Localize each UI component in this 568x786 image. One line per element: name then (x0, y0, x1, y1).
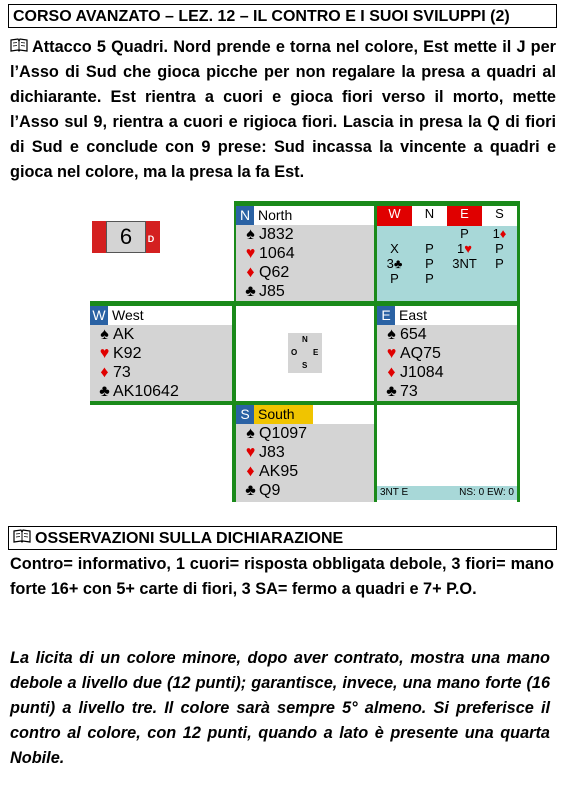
auction-call (447, 271, 482, 286)
south-diamonds: AK95 (259, 463, 299, 480)
section-title: OSSERVAZIONI SULLA DICHIARAZIONE (35, 530, 344, 547)
north-label: North (258, 207, 293, 223)
spade-icon: ♠ (387, 326, 396, 343)
diamond-icon: ♦ (387, 364, 396, 381)
bidding-notes: Contro= informativo, 1 cuori= risposta obbligata debole, 3 fiori= mano forte 16+ con 5+ carte di fiori, 3 SA= fermo a quadri e 7+ P.O. (10, 555, 554, 598)
club-icon: ♣ (245, 482, 256, 499)
west-diamonds: 73 (113, 364, 131, 381)
diamond-icon: ♦ (246, 264, 255, 281)
auction-call: 1♦ (492, 226, 507, 241)
compass-s: S (302, 361, 308, 370)
west-label: West (112, 307, 144, 323)
heart-icon: ♥ (386, 345, 397, 362)
auction-call: P (425, 241, 434, 256)
compass-e: E (313, 348, 319, 357)
club-icon: ♣ (99, 383, 110, 400)
book-icon (10, 35, 28, 60)
north-hearts: 1064 (259, 245, 295, 262)
north-hand (236, 206, 374, 301)
south-spades: Q1097 (259, 425, 308, 442)
auction-header-north: N (424, 206, 435, 221)
auction-call: P (495, 241, 504, 256)
compass-icon (288, 333, 322, 373)
auction-call: 3NT (452, 256, 477, 271)
east-diamonds: J1084 (400, 364, 444, 381)
south-hearts: J83 (259, 444, 285, 461)
south-clubs: Q9 (259, 482, 281, 499)
auction-header-south: S (495, 206, 504, 221)
book-icon (13, 527, 31, 551)
east-hearts: AQ75 (400, 345, 441, 362)
west-hearts: K92 (113, 345, 142, 362)
west-hand (90, 306, 232, 401)
auction-panel (377, 206, 517, 301)
compass-cell (236, 306, 374, 401)
auction-call: P (425, 256, 434, 271)
spade-icon: ♠ (246, 226, 255, 243)
contract-label: 3NT E (380, 487, 409, 498)
compass-n: N (302, 335, 308, 344)
empty-cell (90, 405, 232, 502)
north-clubs: J85 (259, 283, 285, 300)
diamond-icon: ♦ (246, 463, 255, 480)
auction-call: P (390, 271, 399, 286)
auction-call: P (460, 226, 469, 241)
heart-icon: ♥ (245, 444, 256, 461)
bridge-board (90, 201, 520, 502)
auction-header-east: E (447, 206, 482, 226)
bidding-commentary: La licita di un colore minore, dopo aver contrato, mostra una mano debole a livello due (12 punti); garantisce, invece, una mano forte (16 punti) a livello tre. Il colore sarà sempre 5° almeno. Si preferisce il contro al colore, con 12 punti, quando a lato è presente una quarta Nobile. (10, 649, 550, 767)
score-label: NS: 0 EW: 0 (459, 487, 514, 498)
auction-call: P (425, 271, 434, 286)
heart-icon: ♥ (99, 345, 110, 362)
auction-call (412, 226, 447, 241)
spade-icon: ♠ (246, 425, 255, 442)
auction-call (377, 226, 412, 241)
north-seat-tag: N (236, 206, 254, 225)
board-number-cell (90, 201, 234, 301)
spade-icon: ♠ (100, 326, 109, 343)
auction-call: 1♥ (457, 241, 472, 256)
dealer-marker: D (147, 234, 155, 244)
club-icon: ♣ (245, 283, 256, 300)
east-label: East (399, 307, 428, 323)
west-clubs: AK10642 (113, 383, 179, 400)
east-hand (377, 306, 517, 401)
north-spades: J832 (259, 226, 294, 243)
south-label: South (254, 405, 313, 424)
auction-call (482, 271, 517, 286)
east-spades: 654 (400, 326, 427, 343)
club-icon: ♣ (386, 383, 397, 400)
auction-call: P (495, 256, 504, 271)
heart-icon: ♥ (245, 245, 256, 262)
board-number: 6 (106, 221, 146, 253)
east-seat-tag: E (377, 306, 395, 325)
south-hand (236, 405, 374, 502)
auction-call: X (390, 241, 399, 256)
section-header (8, 526, 557, 550)
west-spades: AK (113, 326, 135, 343)
compass-o: O (291, 348, 298, 357)
auction-header-west: W (377, 206, 412, 226)
intro-text: Attacco 5 Quadri. Nord prende e torna nel colore, Est mette il J per l’Asso di Sud che gioca picche per non regalare la presa a quadri al dichiarante. Est rientra a cuori e gioca fiori verso il morto, mette l’Asso sul 9, rientra a cuori e rigioca fiori. Lascia in presa la Q di fiori di Sud e conclude con 9 prese: Sud incassa la vincente a quadri e gioca nel colore, ma la presa la fa Est. (10, 38, 556, 181)
result-bar (377, 486, 517, 500)
auction-call: 3♣ (386, 256, 403, 271)
result-cell (377, 405, 517, 502)
south-seat-tag: S (236, 405, 254, 424)
intro-paragraph (10, 35, 556, 185)
east-clubs: 73 (400, 383, 418, 400)
west-seat-tag: W (90, 306, 108, 325)
page-title: CORSO AVANZATO – LEZ. 12 – IL CONTRO E I SUOI SVILUPPI (2) (8, 4, 557, 28)
diamond-icon: ♦ (100, 364, 109, 381)
north-diamonds: Q62 (259, 264, 290, 281)
